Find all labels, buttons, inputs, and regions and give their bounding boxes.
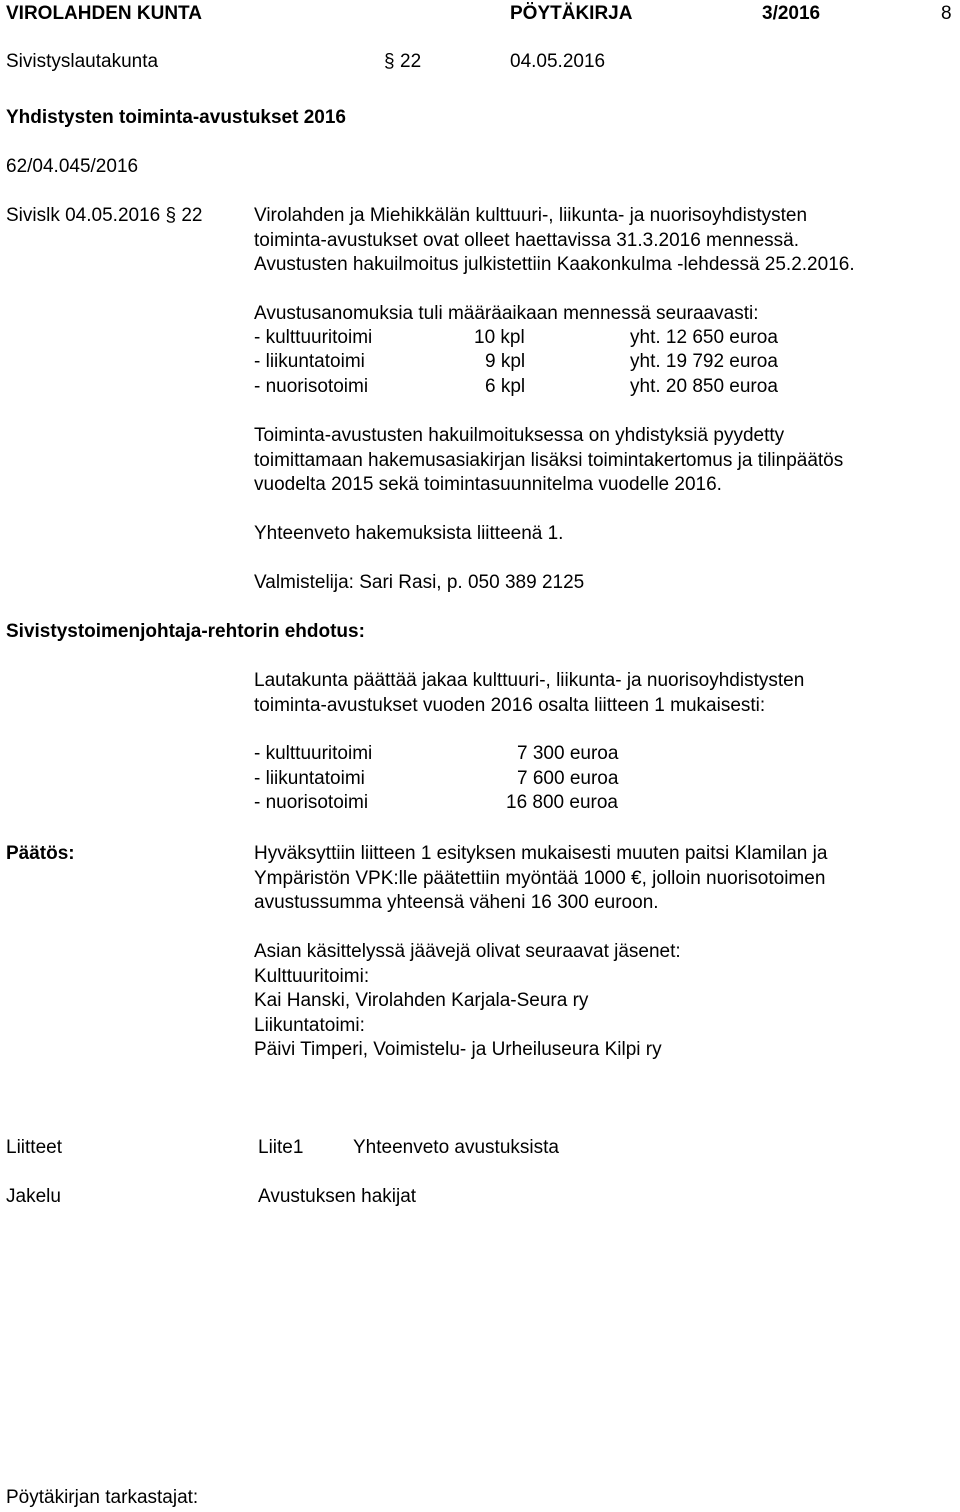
proposal-line: toiminta-avustukset vuoden 2016 osalta liitteen 1 mukaisesti: (254, 695, 766, 716)
doc-number: 3/2016 (762, 3, 821, 24)
applications-heading: Avustusanomuksia tuli määräaikaan mennessä seuraavasti: (254, 303, 759, 324)
decision-line: Hyväksyttiin liitteen 1 esityksen mukaisesti muuten paitsi Klamilan ja (254, 843, 828, 864)
preparation-tag: Sivislk 04.05.2016 § 22 (6, 205, 203, 226)
allocation-row (254, 767, 854, 791)
decision-line: avustussumma yhteensä väheni 16 300 euroon. (254, 892, 659, 913)
decision-line: Ympäristön VPK:lle päätettiin myöntää 1000 €, jolloin nuorisotoimen (254, 868, 826, 889)
section-number: 22 (400, 51, 422, 72)
recusal-line: Päivi Timperi, Voimistelu- ja Urheiluseura Kilpi ry (254, 1039, 662, 1060)
attachments-label: Liitteet (6, 1137, 62, 1158)
recusal-line: Kai Hanski, Virolahden Karjala-Seura ry (254, 990, 589, 1011)
proposal-label: Sivistystoimenjohtaja-rehtorin ehdotus: (6, 621, 365, 642)
recusal-line: Kulttuuritoimi: (254, 966, 370, 987)
application-total: yht. 20 850 euroa (630, 376, 778, 397)
org-name: VIROLAHDEN KUNTA (6, 3, 202, 24)
reference-number: 62/04.045/2016 (6, 156, 139, 177)
application-count: 10 kpl (474, 327, 525, 348)
allocation-row (254, 742, 854, 766)
allocation-amount: 7 300 euroa (517, 743, 619, 764)
doc-type: PÖYTÄKIRJA (510, 3, 633, 24)
attachment-name: Yhteenveto avustuksista (353, 1137, 559, 1158)
page-title: Yhdistysten toiminta-avustukset 2016 (6, 107, 346, 128)
application-count: 9 kpl (485, 351, 526, 372)
preparer-info: Valmistelija: Sari Rasi, p. 050 389 2125 (254, 572, 585, 593)
application-count: 6 kpl (485, 376, 526, 397)
application-row (254, 375, 854, 399)
allocation-area: - kulttuuritoimi (254, 743, 373, 764)
requirements-line: toimittamaan hakemusasiakirjan lisäksi toimintakertomus ja tilinpäätös (254, 450, 844, 471)
requirements-line: Toiminta-avustusten hakuilmoituksessa on yhdistyksiä pyydetty (254, 425, 785, 446)
committee-name: Sivistyslautakunta (6, 51, 159, 72)
summary-note: Yhteenveto hakemuksista liitteenä 1. (254, 523, 564, 544)
allocation-amount: 7 600 euroa (517, 768, 619, 789)
allocation-area: - liikuntatoimi (254, 768, 365, 789)
intro-line: Avustusten hakuilmoitus julkistettiin Kaakonkulma -lehdessä 25.2.2016. (254, 254, 855, 275)
decision-label: Päätös: (6, 843, 75, 864)
attachment-id: Liite1 (258, 1137, 304, 1158)
requirements-line: vuodelta 2015 sekä toimintasuunnitelma vuodelle 2016. (254, 474, 722, 495)
page-number: 8 (941, 3, 952, 24)
recusal-line: Liikuntatoimi: (254, 1015, 365, 1036)
distribution-value: Avustuksen hakijat (258, 1186, 417, 1207)
application-area: - kulttuuritoimi (254, 327, 373, 348)
application-total: yht. 12 650 euroa (630, 327, 778, 348)
application-total: yht. 19 792 euroa (630, 351, 778, 372)
allocation-amount: 16 800 euroa (506, 792, 618, 813)
intro-line: Virolahden ja Miehikkälän kulttuuri-, liikunta- ja nuorisoyhdistysten (254, 205, 808, 226)
intro-line: toiminta-avustukset ovat olleet haettavissa 31.3.2016 mennessä. (254, 230, 799, 251)
section-sign: § (384, 51, 395, 72)
meeting-date: 04.05.2016 (510, 51, 606, 72)
application-area: - nuorisotoimi (254, 376, 369, 397)
footer-inspectors: Pöytäkirjan tarkastajat: (6, 1487, 199, 1508)
distribution-label: Jakelu (6, 1186, 61, 1207)
proposal-line: Lautakunta päättää jakaa kulttuuri-, liikunta- ja nuorisoyhdistysten (254, 670, 805, 691)
allocation-area: - nuorisotoimi (254, 792, 369, 813)
application-row (254, 350, 854, 374)
recusal-line: Asian käsittelyssä jäävejä olivat seuraavat jäsenet: (254, 941, 681, 962)
application-area: - liikuntatoimi (254, 351, 365, 372)
allocation-row (254, 791, 854, 815)
application-row (254, 326, 854, 350)
